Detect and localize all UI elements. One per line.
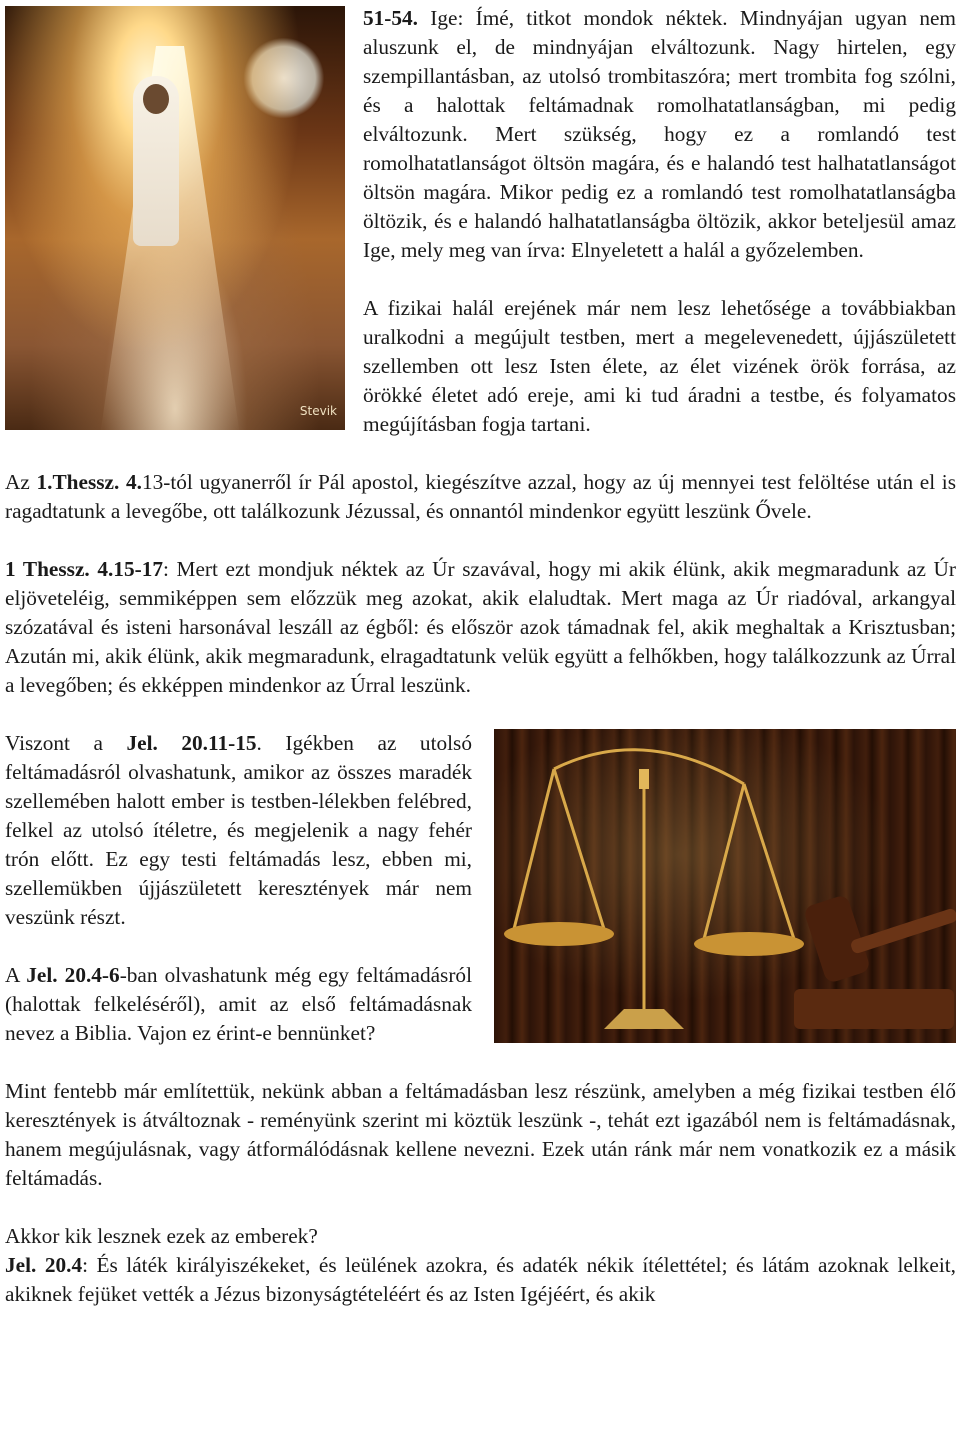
paragraph-8-text: Akkor kik lesznek ezek az emberek? (5, 1224, 318, 1248)
verse-ref-9: Jel. 20.4 (5, 1253, 83, 1277)
paragraph-7-text: Mint fentebb már említettük, nekünk abban a feltámadásban lesz részünk, amelyben a még fizikai testben élő keresztények is átváltoznak - reményünk szerint mi köztük leszünk -, tehát ezt igazából nem is feltámadásnak, hanem megújulásnak, vagy átformálódásnak kellene nevezni. Ezek után ránk már nem vonatkozik ez a másik feltámadás. (5, 1079, 956, 1190)
scales-drawing (494, 729, 956, 1043)
paragraph-8 (5, 1222, 956, 1251)
paragraph-9 (5, 1251, 956, 1309)
paragraph-5-text: . Igékben az utolsó feltámadásról olvashatunk, amikor az összes maradék szellemében halott ember is testben-lélekben felébred, felkel az utolsó ítéletre, és megjelenik a nagy fehér trón előtt. Ez egy testi feltámadás lesz, ebben mi, szellemükben újjászületett keresztények már nem veszünk részt. (5, 731, 472, 929)
verse-ref-3: 1.Thessz. 4. (36, 470, 142, 494)
paragraph-3-lead: Az (5, 470, 37, 494)
paragraph-2-text: A fizikai halál erejének már nem lesz lehetősége a továbbiakban uralkodni a megújult testben, mert a megelevenedett, újjászületett szellemben ott lesz Isten élete, az élet vizének örök forrása, az örökké életet adó ereje, ami ki tud áradni a testbe, és folyamatos megújításban fogja tartani. (363, 296, 956, 436)
paragraph-6-lead: A (5, 963, 27, 987)
paragraph-1-text: Ige: Ímé, titkot mondok néktek. Mindnyájan ugyan nem aluszunk el, de mindnyájan elváltozunk. Nagy hirtelen, egy szempillantásban, az utolsó trombitaszóra; mert trombita fog szólni, és a halottak feltámadnak romolhatatlanságban, mi pedig elváltozunk. Mert szükség, hogy ez a romlandó test romolhatatlanságot öltsön magára, és e halandó test halhatatlanságot öltsön magára. Mikor pedig ez a romlandó test romolhatatlanságba öltözik, és e halandó halhatatlanságba öltözik, akkor beteljesül amaz Ige, mely meg van írva: Elnyeletett a halál a győzelemben. (363, 6, 956, 262)
scales-of-justice-image (494, 729, 956, 1043)
paragraph-4-text: : Mert ezt mondjuk néktek az Úr szavával, hogy mi akik élünk, akik megmaradunk az Úr eljöveteléig, semmiképpen sem előzzük meg azokat, akik elaludtak. Mert maga az Úr riadóval, arkangyal szózatával és isteni harsonával leszáll az égből: és először azok támadnak fel, akik meghaltak a Krisztusban; Azután mi, akik élünk, akik megmaradunk, elragadtatunk velük együtt a felhőkben, hogy találkozzunk az Úrral a levegőben; és ekképpen mindenkor az Úrral leszünk. (5, 557, 956, 697)
verse-ref-6: Jel. 20.4-6 (26, 963, 120, 987)
document-page (5, 4, 956, 1309)
paragraph-3 (5, 468, 956, 526)
paragraph-3-text: 13-tól ugyanerről ír Pál apostol, kiegészítve azzal, hogy az új mennyei test felöltése után el is ragadtatunk a levegőbe, ott találkozunk Jézussal, és onnantól mindenkor együtt leszünk Ővele. (5, 470, 956, 523)
paragraph-4 (5, 555, 956, 700)
paragraph-7 (5, 1077, 956, 1193)
christ-head (143, 84, 169, 114)
verse-ref-4: 1 Thessz. 4.15-17 (5, 557, 163, 581)
paragraph-9-text: : És láték királyiszékeket, és leülének azokra, és adaték nékik ítélettétel; és látám azoknak lelkeit, akiknek fejüket vették a Jézus bizonyságtételéért és az Isten Igéjéért, és akik (5, 1253, 957, 1306)
paragraph-5-lead: Viszont a (5, 731, 127, 755)
paragraph-6-text: -ban olvashatunk még egy feltámadásról (halottak felkeléséről), amit az első feltámadásnak nevez a Biblia. Vajon ez érint-e bennünket? (5, 963, 472, 1045)
verse-ref-5: Jel. 20.11-15 (126, 731, 257, 755)
artist-signature: Stevik (299, 404, 337, 418)
verse-ref-1: 51-54. (363, 6, 419, 30)
resurrection-image (5, 6, 345, 430)
